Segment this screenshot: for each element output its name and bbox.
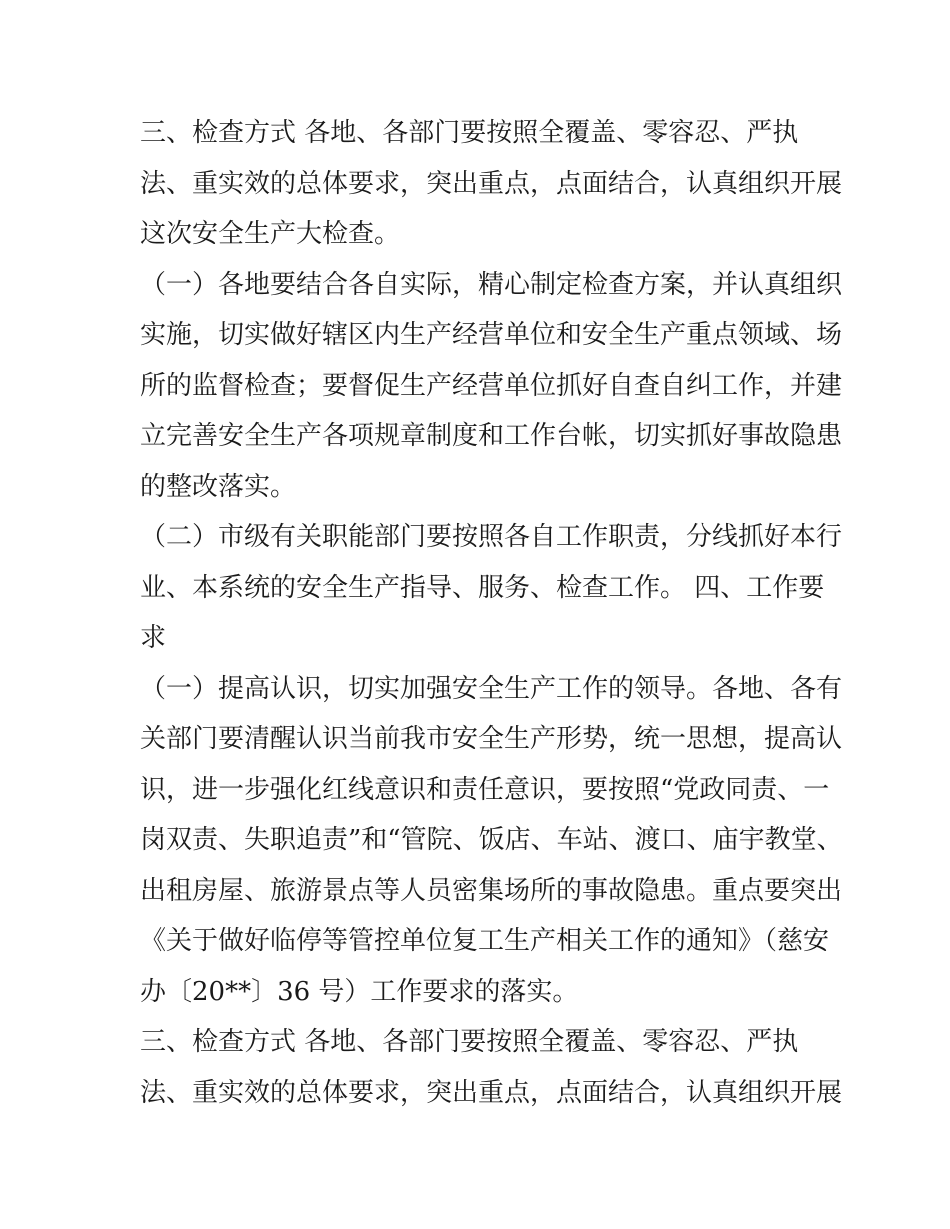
text-line: 岗双责、失职追责”和“管院、饭店、车站、渡口、庙宇教堂、: [140, 825, 843, 855]
text-line: 所的监督检查；要督促生产经营单位抓好自查自纠工作，并建: [140, 370, 843, 401]
text-line: 业、本系统的安全生产指导、服务、检查工作。 四、工作要: [140, 572, 825, 603]
text-line: 三、检查方式 各地、各部门要按照全覆盖、零容忍、严执: [140, 1027, 799, 1057]
text-line: 求: [140, 623, 167, 653]
text-line: 识，进一步强化红线意识和责任意识，要按照“党政同责、一: [140, 774, 830, 805]
text-line: 出租房屋、旅游景点等人员密集场所的事故隐患。重点要突出: [140, 875, 843, 906]
text-line: 法、重实效的总体要求，突出重点，点面结合，认真组织开展: [140, 1077, 843, 1108]
text-line: （一）各地要结合各自实际，精心制定检查方案，并认真组织: [140, 269, 843, 300]
text-line: 立完善安全生产各项规章制度和工作台帐，切实抓好事故隐患: [140, 421, 843, 451]
text-line: （二）市级有关职能部门要按照各自工作职责，分线抓好本行: [140, 522, 843, 552]
text-line: 关部门要清醒认识当前我市安全生产形势，统一思想，提高认: [140, 724, 843, 754]
text-line: 法、重实效的总体要求，突出重点，点面结合，认真组织开展: [140, 168, 843, 199]
text-line: 三、检查方式 各地、各部门要按照全覆盖、零容忍、严执: [140, 118, 799, 148]
text-line: 这次安全生产大检查。: [140, 219, 401, 249]
text-line: 实施，切实做好辖区内生产经营单位和安全生产重点领域、场: [140, 320, 843, 350]
text-line: （一）提高认识，切实加强安全生产工作的领导。各地、各有: [140, 673, 843, 704]
text-line: 的整改落实。: [140, 471, 297, 502]
text-line: 办〔20**〕36 号）工作要求的落实。: [140, 976, 579, 1007]
document-body: [140, 108, 843, 1118]
text-line: 《关于做好临停等管控单位复工生产相关工作的通知》（慈安: [140, 926, 830, 956]
